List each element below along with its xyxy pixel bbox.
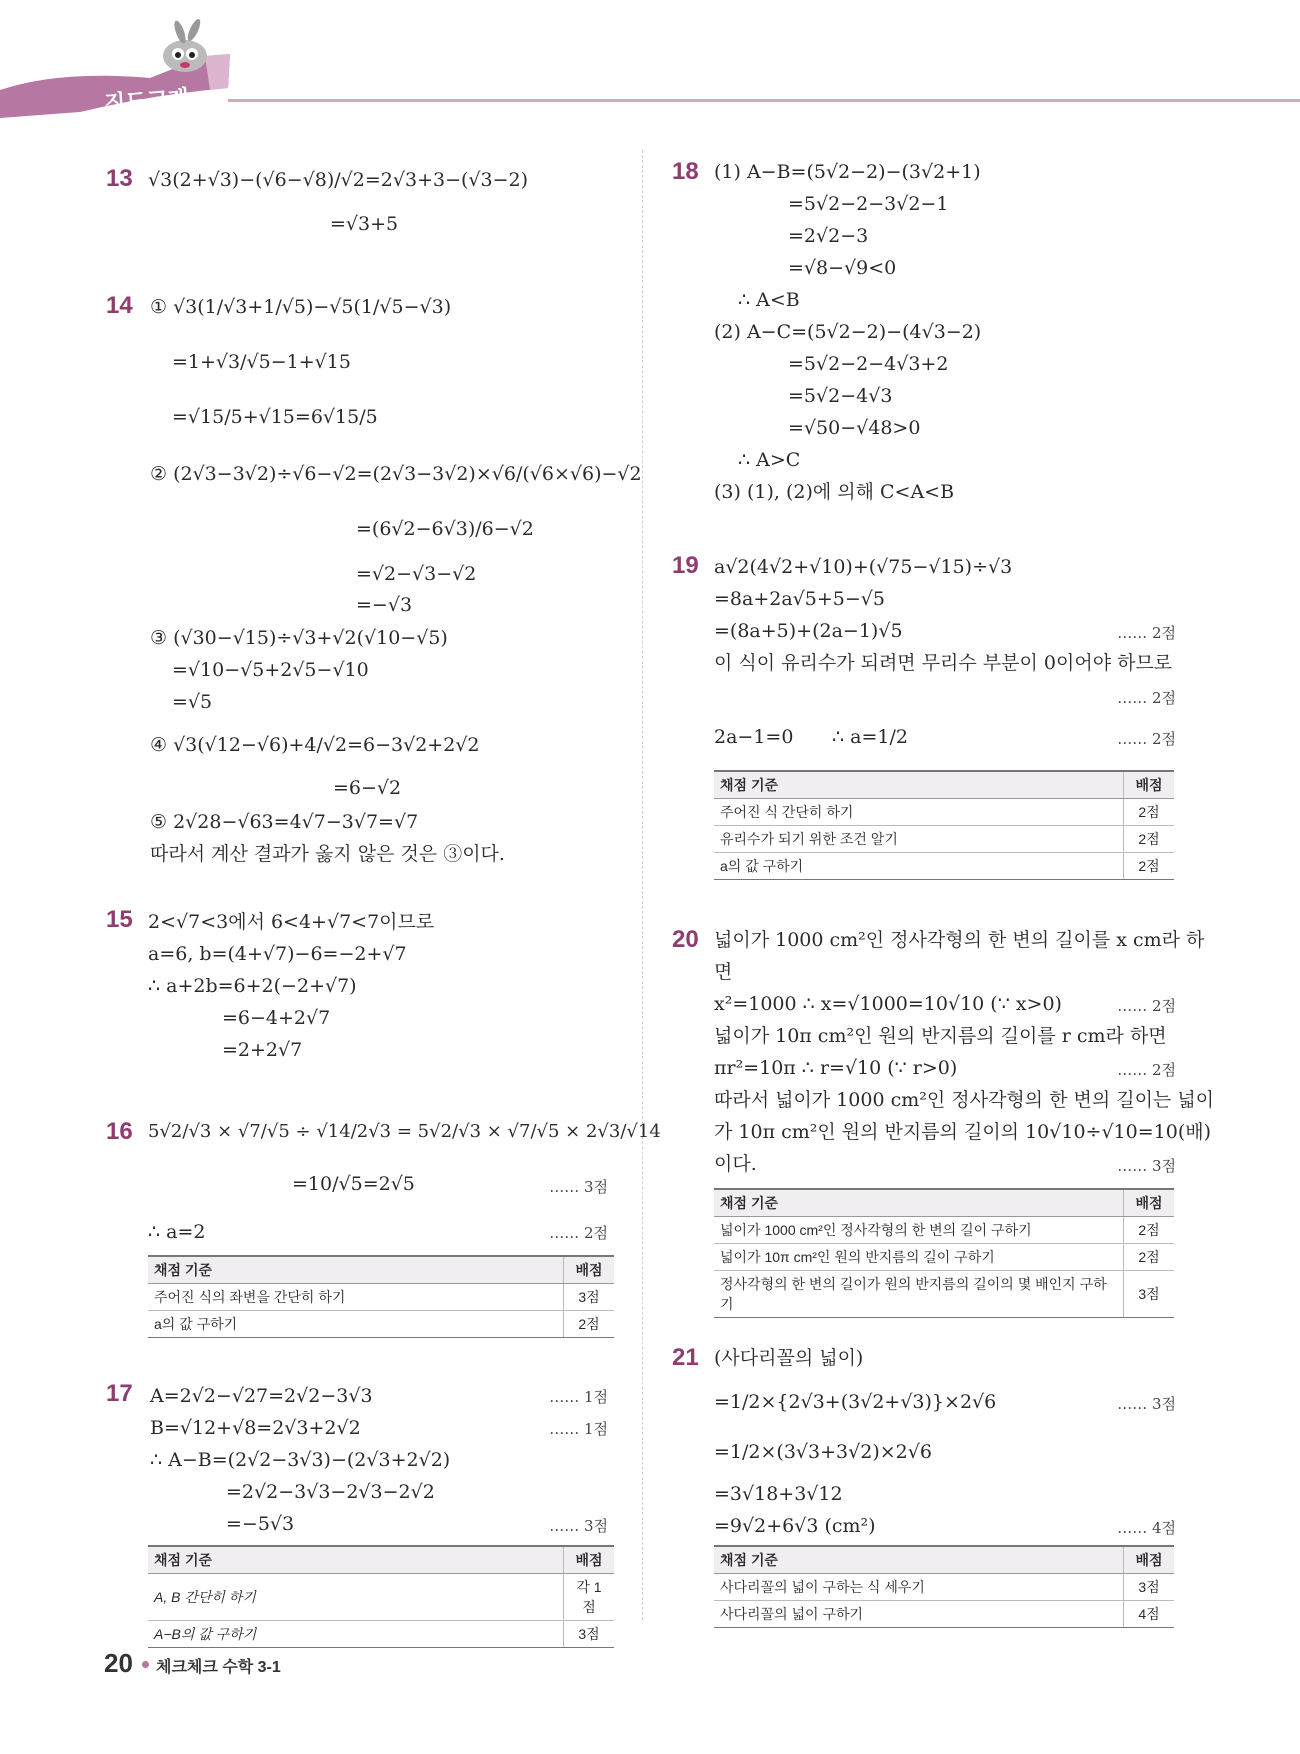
grading-table xyxy=(714,770,1174,880)
solution-line: ∴ A<B xyxy=(738,289,800,311)
problem-number: 16 xyxy=(106,1118,133,1145)
solution-line: ∴ a=2 xyxy=(148,1221,206,1243)
score-label: …… 2점 xyxy=(1117,997,1176,1015)
solution-line: 5√2/√3 × √7/√5 ÷ √14/2√3 = 5√2/√3 × √7/√5 × 2√3/√14 xyxy=(148,1121,661,1142)
solution-line: 이 식이 유리수가 되려면 무리수 부분이 0이어야 하므로 xyxy=(714,652,1173,674)
header-label: 진도교재 xyxy=(103,85,190,116)
solution-line: ∴ A−B=(2√2−3√3)−(2√3+2√2) xyxy=(150,1449,451,1471)
solution-line: =3√18+3√12 xyxy=(714,1483,843,1505)
solution-line: =(8a+5)+(2a−1)√5 xyxy=(714,620,903,642)
problem-number: 20 xyxy=(672,926,699,953)
table-header: 배점 xyxy=(1124,1546,1175,1574)
solution-line: =1/2×(3√3+3√2)×2√6 xyxy=(714,1441,932,1463)
solution-line: ④ √3(√12−√6)+4/√2=6−3√2+2√2 xyxy=(150,734,480,756)
table-header: 채점 기준 xyxy=(714,1189,1124,1217)
table-row: 넓이가 1000 cm²인 정사각형의 한 변의 길이 구하기 2점 xyxy=(714,1217,1174,1244)
solution-line: (사다리꼴의 넓이) xyxy=(714,1347,864,1369)
table-header: 채점 기준 xyxy=(148,1256,564,1284)
header-rule xyxy=(228,99,1300,102)
solution-line: =2+2√7 xyxy=(222,1039,303,1061)
table-header: 채점 기준 xyxy=(714,1546,1124,1574)
solution-line: =−√3 xyxy=(356,594,413,616)
score-label: …… 2점 xyxy=(1117,624,1176,642)
solution-line: 넓이가 1000 cm²인 정사각형의 한 변의 길이를 x cm라 하 xyxy=(714,929,1205,951)
score-label: …… 2점 xyxy=(1117,1061,1176,1079)
table-header: 배점 xyxy=(1124,1189,1175,1217)
solution-line: 따라서 넓이가 1000 cm²인 정사각형의 한 변의 길이는 넓이 xyxy=(714,1089,1215,1111)
table-row: 정사각형의 한 변의 길이가 원의 반지름의 길이의 몇 배인지 구하기 3점 xyxy=(714,1271,1174,1318)
problem-number: 13 xyxy=(106,165,133,192)
solution-line: =−5√3 xyxy=(226,1513,295,1535)
solution-line: 2a−1=0 xyxy=(714,726,794,748)
footer-bullet-icon xyxy=(142,1661,149,1668)
solution-line: ⑤ 2√28−√63=4√7−3√7=√7 xyxy=(150,811,419,833)
problem-number: 15 xyxy=(106,906,133,933)
table-header: 배점 xyxy=(1124,771,1175,799)
grading-table xyxy=(714,1545,1174,1628)
problem-number: 18 xyxy=(672,158,699,185)
table-row: a의 값 구하기 2점 xyxy=(714,853,1174,880)
solution-line: (2) A−C=(5√2−2)−(4√3−2) xyxy=(714,321,982,343)
solution-line: =√10−√5+2√5−√10 xyxy=(172,659,369,681)
solution-line: =5√2−2−3√2−1 xyxy=(788,193,949,215)
score-label: …… 3점 xyxy=(1117,1157,1176,1175)
solution-line: 이다. xyxy=(714,1153,757,1175)
solution-line: =10/√5=2√5 xyxy=(292,1173,415,1195)
mascot-bunny-icon xyxy=(150,18,220,78)
book-title: 체크체크 수학 3-1 xyxy=(156,1659,281,1676)
grading-table xyxy=(148,1545,614,1648)
solution-line: =√3+5 xyxy=(330,213,399,235)
solution-line: =√50−√48>0 xyxy=(788,417,921,439)
score-label: …… 2점 xyxy=(549,1224,608,1242)
solution-line: (1) A−B=(5√2−2)−(3√2+1) xyxy=(714,161,981,183)
solution-line: ① √3(1/√3+1/√5)−√5(1/√5−√3) xyxy=(150,296,452,318)
solution-line: =2√2−3√3−2√3−2√2 xyxy=(226,1481,435,1503)
table-header: 채점 기준 xyxy=(714,771,1124,799)
grading-table xyxy=(148,1255,614,1338)
solution-line: =8a+2a√5+5−√5 xyxy=(714,588,885,610)
score-label: …… 1점 xyxy=(549,1420,608,1438)
solution-line: ∴ a+2b=6+2(−2+√7) xyxy=(148,975,357,997)
problem-number: 19 xyxy=(672,552,699,579)
table-row: 주어진 식의 좌변을 간단히 하기 3점 xyxy=(148,1284,614,1311)
solution-line: a=6, b=(4+√7)−6=−2+√7 xyxy=(148,943,407,965)
solution-line: 2<√7<3에서 6<4+√7<7이므로 xyxy=(148,911,435,933)
table-header: 배점 xyxy=(564,1256,615,1284)
score-label: …… 3점 xyxy=(549,1178,608,1196)
column-divider xyxy=(642,150,643,1620)
solution-line: 넓이가 10π cm²인 원의 반지름의 길이를 r cm라 하면 xyxy=(714,1025,1167,1047)
solution-line: B=√12+√8=2√3+2√2 xyxy=(150,1417,361,1439)
solution-line: =2√2−3 xyxy=(788,225,869,247)
solution-line: A=2√2−√27=2√2−3√3 xyxy=(150,1385,373,1407)
solution-line: πr²=10π ∴ r=√10 (∵ r>0) xyxy=(714,1057,958,1079)
table-row: 넓이가 10π cm²인 원의 반지름의 길이 구하기 2점 xyxy=(714,1244,1174,1271)
solution-line: x²=1000 ∴ x=√1000=10√10 (∵ x>0) xyxy=(714,993,1062,1015)
solution-line: =6−4+2√7 xyxy=(222,1007,331,1029)
solution-line: a√2(4√2+√10)+(√75−√15)÷√3 xyxy=(714,556,1013,578)
solution-line: =1/2×{2√3+(3√2+√3)}×2√6 xyxy=(714,1391,997,1413)
problem-number: 21 xyxy=(672,1344,699,1371)
table-header: 배점 xyxy=(564,1546,615,1574)
solution-line: =5√2−4√3 xyxy=(788,385,893,407)
table-row: A−B의 값 구하기 3점 xyxy=(148,1621,614,1648)
problem-number: 17 xyxy=(106,1380,133,1407)
table-row: 사다리꼴의 넓이 구하기 4점 xyxy=(714,1601,1174,1628)
table-row: 주어진 식 간단히 하기 2점 xyxy=(714,799,1174,826)
solution-line: ③ (√30−√15)÷√3+√2(√10−√5) xyxy=(150,627,448,649)
solution-line: ∴ A>C xyxy=(738,449,801,471)
solution-line: =6−√2 xyxy=(333,777,402,799)
score-label: …… 3점 xyxy=(549,1517,608,1535)
solution-line: =(6√2−6√3)/6−√2 xyxy=(356,518,534,540)
score-label: …… 4점 xyxy=(1117,1519,1176,1537)
solution-line: =9√2+6√3 (cm²) xyxy=(714,1515,876,1537)
score-label: …… 2점 xyxy=(1117,730,1176,748)
solution-line: =1+√3/√5−1+√15 xyxy=(172,351,351,373)
solution-line: √3(2+√3)−(√6−√8)/√2=2√3+3−(√3−2) xyxy=(148,169,529,191)
solution-line: =√8−√9<0 xyxy=(788,257,897,279)
table-row: 사다리꼴의 넓이 구하는 식 세우기 3점 xyxy=(714,1574,1174,1601)
score-label: …… 1점 xyxy=(549,1388,608,1406)
solution-line: 따라서 계산 결과가 옳지 않은 것은 ③이다. xyxy=(150,843,505,865)
score-label: …… 3점 xyxy=(1117,1395,1176,1413)
solution-line: =5√2−2−4√3+2 xyxy=(788,353,949,375)
solution-line: 면 xyxy=(714,961,733,983)
solution-line: =√5 xyxy=(172,691,213,713)
solution-line: ② (2√3−3√2)÷√6−√2=(2√3−3√2)×√6/(√6×√6)−√2 xyxy=(150,463,642,485)
table-row: 유리수가 되기 위한 조건 알기 2점 xyxy=(714,826,1174,853)
table-row: A, B 간단히 하기 각 1점 xyxy=(148,1574,614,1621)
score-label: …… 2점 xyxy=(1117,689,1176,707)
page-number: 20 xyxy=(104,1648,133,1678)
grading-table xyxy=(714,1188,1174,1318)
table-header: 채점 기준 xyxy=(148,1546,564,1574)
solution-line: 가 10π cm²인 원의 반지름의 길이의 10√10÷√10=10(배) xyxy=(714,1121,1212,1143)
solution-line: ∴ a=1/2 xyxy=(832,726,908,748)
solution-line: =√2−√3−√2 xyxy=(356,563,477,585)
problem-number: 14 xyxy=(106,292,133,319)
solution-line: (3) (1), (2)에 의해 C<A<B xyxy=(714,481,955,503)
solution-line: =√15/5+√15=6√15/5 xyxy=(172,406,378,428)
table-row: a의 값 구하기 2점 xyxy=(148,1311,614,1338)
